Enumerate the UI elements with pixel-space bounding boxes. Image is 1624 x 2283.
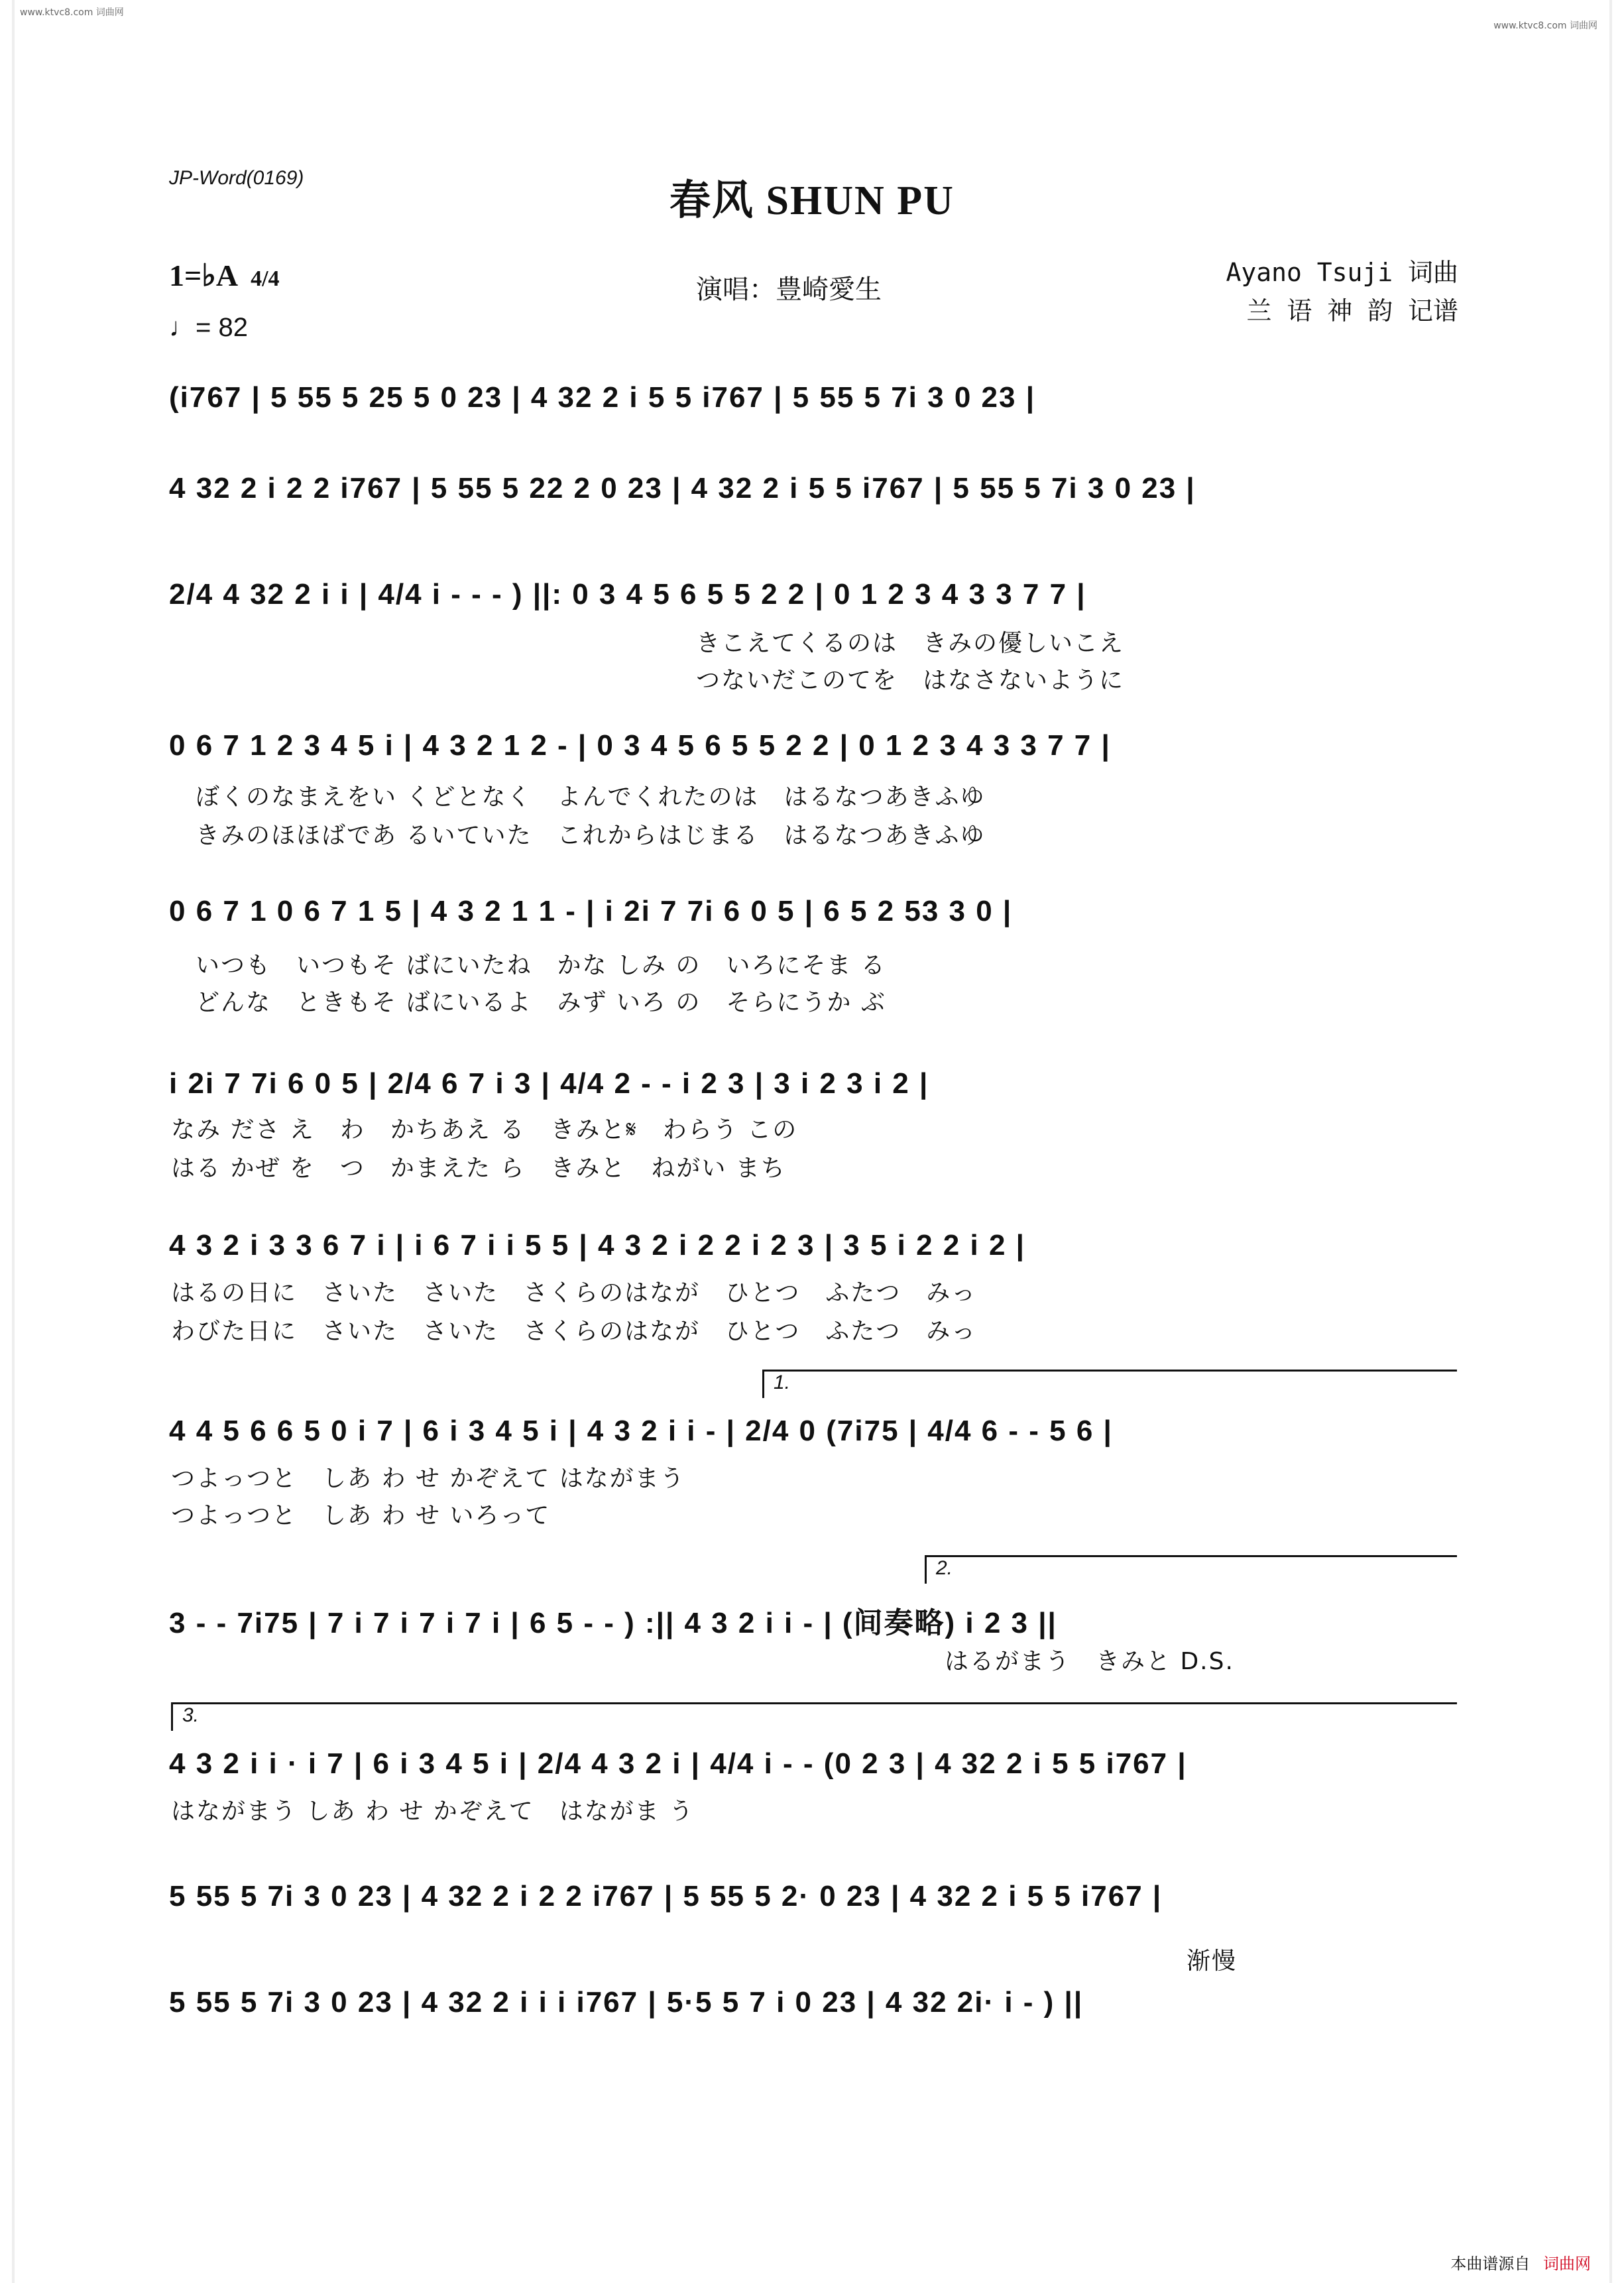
score-row-6: i 2i 7 7i 6 0 5 | 2/4 6 7 i 3 | 4/4 2 - - i 2 3 | 3 i 2 3 i 2 | [169, 1067, 929, 1100]
key-label: 1=♭A [169, 259, 237, 292]
score-row-4: 0 6 7 1 2 3 4 5 i | 4 3 2 1 2 - | 0 3 4 5 6 5 5 2 2 | 0 1 2 3 4 3 3 7 7 | [169, 729, 1111, 762]
top-left-watermark: www.ktvc8.com 词曲网 [20, 7, 124, 18]
page-border-right [1609, 0, 1612, 2283]
lyrics-row-9-verse-1: はるがまう きみと D.S. [945, 1648, 1234, 1675]
footer-text: 本曲谱源自 [1450, 2254, 1531, 2273]
singer-credit: 演唱：豊崎愛生 [696, 274, 882, 305]
tempo-annotation-ritardando: 渐慢 [1187, 1948, 1238, 1975]
lyrics-row-8-verse-1: つよっつと しあ わ せ かぞえて はながまう [171, 1465, 685, 1492]
lyricist-composer-credit: Ayano Tsuji 词曲 [1226, 258, 1458, 287]
score-row-9: 3 - - 7i75 | 7 i 7 i 7 i 7 i | 6 5 - - ) :|| 4 3 2 i i - | (间奏略) i 2 3 || [169, 1607, 1057, 1639]
tempo-mark: ♩= 82 [169, 313, 248, 342]
page-border-left [12, 0, 15, 2283]
volta-label-2: 2. [936, 1557, 953, 1579]
lyrics-row-4-verse-1: ぼくのなまえをい くどとなく よんでくれたのは はるなつあきふゆ [196, 784, 986, 811]
page-title: 春风 SHUN PU [669, 178, 955, 223]
score-row-3: 2/4 4 32 2 i i | 4/4 i - - - ) ||: 0 3 4 5 6 5 5 2 2 | 0 1 2 3 4 3 3 7 7 | [169, 578, 1086, 611]
score-row-10: 4 3 2 i i · i 7 | 6 i 3 4 5 i | 2/4 4 3 2 i | 4/4 i - - (0 2 3 | 4 32 2 i 5 5 i767 | [169, 1747, 1187, 1780]
volta-label-3: 3. [182, 1704, 200, 1726]
source-label: JP-Word(0169) [169, 167, 304, 189]
lyrics-row-3-verse-1: きこえてくるのは きみの優しいこえ [696, 630, 1125, 657]
score-row-5: 0 6 7 1 0 6 7 1 5 | 4 3 2 1 1 - | i 2i 7 7i 6 0 5 | 6 5 2 53 3 0 | [169, 895, 1013, 927]
transcriber-credit: 兰 语 神 韵 记谱 [1246, 296, 1458, 325]
volta-bracket-1 [762, 1370, 1457, 1398]
lyrics-row-8-verse-2: つよっつと しあ わ せ いろって [171, 1502, 551, 1529]
lyrics-row-10-verse-1: はながまう しあ わ せ かぞえて はながま う [171, 1798, 695, 1825]
time-signature: 4/4 [251, 266, 280, 291]
footer [1450, 2251, 1591, 2274]
lyrics-row-7-verse-1: はるの日に さいた さいた さくらのはなが ひとつ ふたつ みっ [171, 1279, 977, 1307]
lyrics-row-7-verse-2: わびた日に さいた さいた さくらのはなが ひとつ ふたつ みっ [171, 1318, 977, 1345]
lyrics-row-6-verse-2: はる かぜ を つ かまえた ら きみと ねがい まち [171, 1155, 786, 1182]
score-row-1: (i767 | 5 55 5 25 5 0 23 | 4 32 2 i 5 5 i767 | 5 55 5 7i 3 0 23 | [169, 381, 1035, 414]
footer-brand: 词曲网 [1543, 2254, 1591, 2273]
lyrics-row-5-verse-1: いつも いつもそ ばにいたね かな しみ の いろにそま る [196, 952, 886, 979]
volta-bracket-2 [925, 1555, 1457, 1584]
score-row-11: 5 55 5 7i 3 0 23 | 4 32 2 i 2 2 i767 | 5 55 5 2· 0 23 | 4 32 2 i 5 5 i767 | [169, 1880, 1163, 1912]
key-signature [169, 257, 280, 293]
lyrics-row-6-verse-1: なみ ださ え わ かちあえ る きみと𝄋 わらう この [171, 1116, 798, 1143]
lyrics-row-5-verse-2: どんな ときもそ ばにいるよ みず いろ の そらにうか ぶ [196, 989, 886, 1016]
score-row-8: 4 4 5 6 6 5 0 i 7 | 6 i 3 4 5 i | 4 3 2 i i - | 2/4 0 (7i75 | 4/4 6 - - 5 6 | [169, 1415, 1113, 1447]
volta-bracket-3 [171, 1702, 1457, 1731]
score-row-2: 4 32 2 i 2 2 i767 | 5 55 5 22 2 0 23 | 4 32 2 i 5 5 i767 | 5 55 5 7i 3 0 23 | [169, 472, 1196, 504]
lyrics-row-3-verse-2: つないだこのてを はなさないように [696, 667, 1125, 694]
score-row-7: 4 3 2 i 3 3 6 7 i | i 6 7 i i 5 5 | 4 3 2 i 2 2 i 2 3 | 3 5 i 2 2 i 2 | [169, 1229, 1025, 1261]
volta-label-1: 1. [774, 1372, 791, 1393]
top-right-watermark: www.ktvc8.com 词曲网 [1493, 21, 1597, 31]
score-row-12: 5 55 5 7i 3 0 23 | 4 32 2 i i i i767 | 5·5 5 7 i 0 23 | 4 32 2i· i - ) || [169, 1986, 1084, 2019]
lyrics-row-4-verse-2: きみのほほばであ るいていた これからはじまる はるなつあきふゆ [196, 822, 986, 849]
